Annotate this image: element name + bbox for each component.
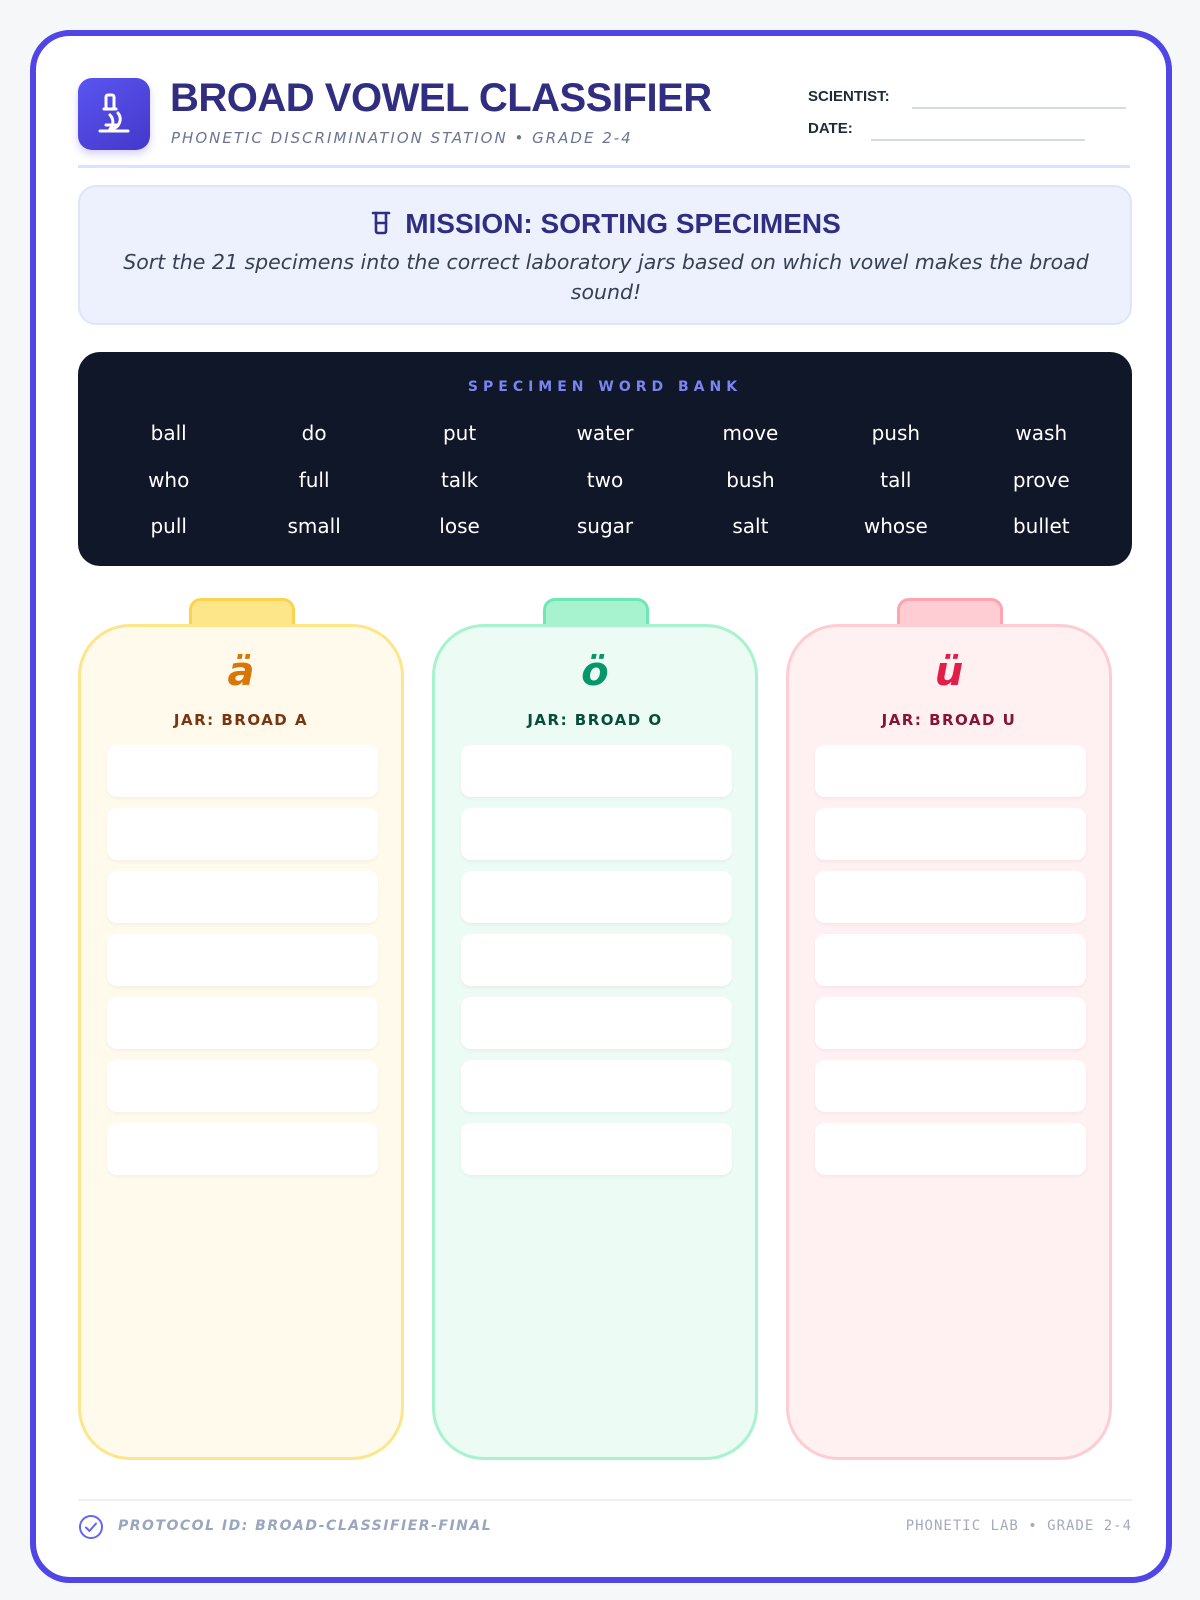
jar-label: JAR: BROAD O [527, 711, 663, 729]
mission-instructions: Sort the 21 specimens into the correct laboratory jars based on which vowel makes the broad sound! [123, 250, 1089, 304]
word-bank-word[interactable]: talk [440, 467, 479, 492]
answer-slot[interactable] [815, 934, 1086, 986]
jar-body [786, 624, 1112, 1460]
scientist-line[interactable] [912, 107, 1126, 109]
answer-slot[interactable] [815, 997, 1086, 1049]
answer-slot[interactable] [461, 1060, 732, 1112]
word-bank-word[interactable]: pull [150, 514, 187, 538]
word-bank-word[interactable]: lose [439, 514, 480, 538]
answer-slot[interactable] [815, 808, 1086, 860]
answer-slot[interactable] [107, 1123, 378, 1175]
beaker-icon [369, 210, 393, 236]
jar-body [432, 624, 758, 1460]
word-bank-word[interactable]: tall [880, 467, 912, 492]
answer-slot[interactable] [815, 1123, 1086, 1175]
answer-slot[interactable] [107, 1060, 378, 1112]
jar-symbol: ä [227, 649, 255, 695]
protocol-id: PROTOCOL ID: BROAD-CLASSIFIER-FINAL [118, 1518, 493, 1534]
answer-slot[interactable] [461, 808, 732, 860]
answer-slot[interactable] [461, 997, 732, 1049]
worksheet [30, 30, 1172, 1583]
answer-slot[interactable] [107, 997, 378, 1049]
answer-slot[interactable] [461, 1123, 732, 1175]
answer-slot[interactable] [107, 934, 378, 986]
word-bank-grid [96, 410, 1114, 550]
mission-box [78, 185, 1132, 325]
jar-symbol: ö [581, 649, 609, 695]
word-bank [78, 352, 1132, 566]
answer-slots [107, 745, 378, 1186]
header [78, 76, 1130, 168]
page-title: BROAD VOWEL CLASSIFIER [170, 76, 712, 120]
word-bank-word[interactable]: sugar [576, 514, 634, 538]
answer-slot[interactable] [107, 871, 378, 923]
jar-broad-a [78, 598, 404, 1460]
word-bank-word[interactable]: prove [1012, 467, 1070, 492]
word-bank-word[interactable]: small [287, 514, 341, 538]
answer-slots [461, 745, 732, 1186]
answer-slot[interactable] [815, 871, 1086, 923]
jar-label: JAR: BROAD A [173, 711, 309, 729]
jar-symbol: ü [934, 649, 964, 695]
mission-heading [80, 208, 1130, 240]
word-bank-word[interactable]: put [442, 421, 477, 445]
jar-label: JAR: BROAD U [881, 711, 1017, 729]
answer-slot[interactable] [461, 871, 732, 923]
word-bank-word[interactable]: wash [1015, 421, 1068, 445]
footer-lab-grade: PHONETIC LAB • GRADE 2-4 [905, 1518, 1132, 1534]
date-label: DATE: [808, 120, 853, 137]
answer-slot[interactable] [815, 1060, 1086, 1112]
logo-badge [78, 78, 150, 150]
word-bank-word[interactable]: do [301, 421, 327, 445]
word-bank-word[interactable]: who [148, 467, 190, 492]
answer-slot[interactable] [107, 808, 378, 860]
word-bank-word[interactable]: water [576, 421, 634, 445]
word-bank-word[interactable]: whose [863, 514, 928, 538]
page-subtitle: PHONETIC DISCRIMINATION STATION • GRADE 2-4 [171, 129, 633, 147]
microscope-icon [96, 93, 132, 135]
answer-slot[interactable] [461, 934, 732, 986]
word-bank-word[interactable]: ball [150, 421, 187, 445]
date-line[interactable] [871, 139, 1085, 141]
answer-slot[interactable] [815, 745, 1086, 797]
word-bank-word[interactable]: move [722, 421, 779, 445]
answer-slot[interactable] [461, 745, 732, 797]
word-bank-word[interactable]: bullet [1012, 514, 1070, 538]
jar-broad-o [432, 598, 758, 1460]
answer-slots [815, 745, 1086, 1186]
word-bank-title: SPECIMEN WORD BANK [467, 379, 743, 395]
footer [78, 1499, 1132, 1549]
date-field[interactable] [808, 118, 1130, 142]
answer-slot[interactable] [107, 745, 378, 797]
mission-title: MISSION: SORTING SPECIMENS [405, 208, 841, 239]
jar-broad-u [786, 598, 1112, 1460]
jar-body [78, 624, 404, 1460]
word-bank-word[interactable]: push [871, 421, 921, 445]
scientist-label: SCIENTIST: [808, 88, 890, 105]
scientist-field[interactable] [808, 86, 1130, 110]
word-bank-word[interactable]: salt [732, 514, 769, 538]
check-circle-icon [78, 1514, 104, 1540]
word-bank-word[interactable]: bush [726, 467, 775, 492]
word-bank-word[interactable]: full [298, 467, 330, 492]
word-bank-word[interactable]: two [586, 467, 624, 492]
